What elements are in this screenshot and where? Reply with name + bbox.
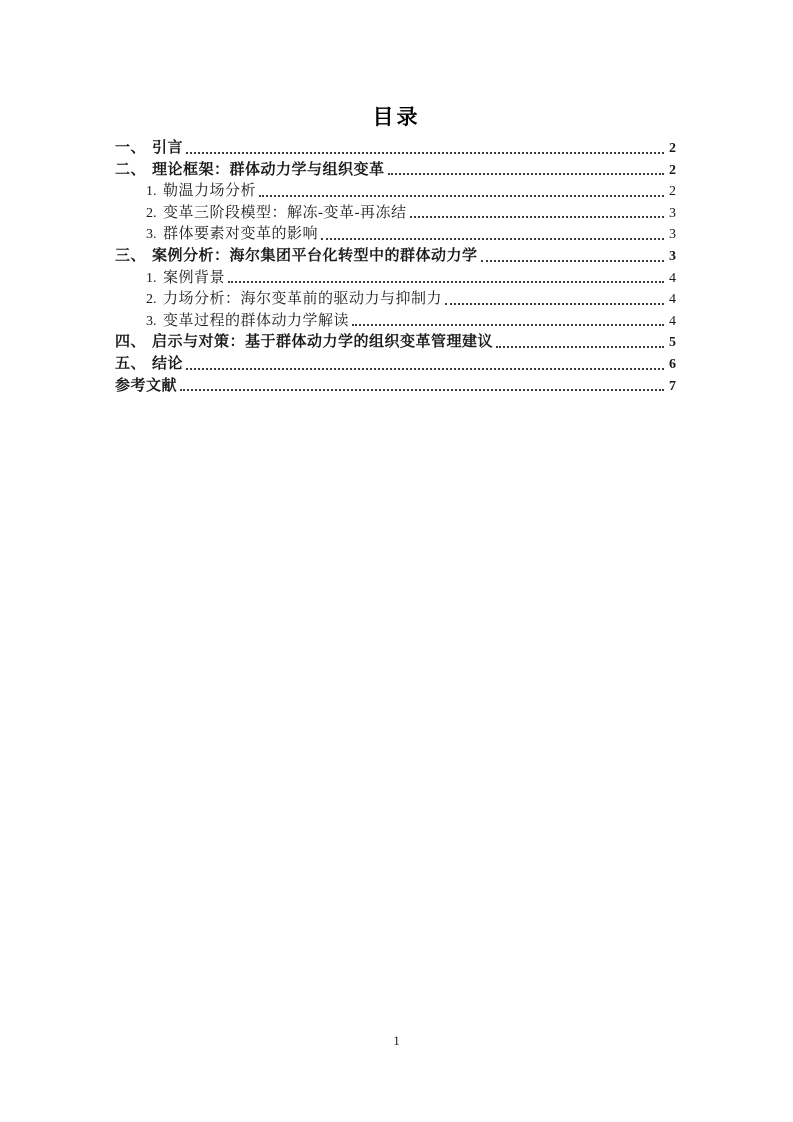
- toc-entry[interactable]: [115, 266, 676, 288]
- toc-entry[interactable]: [115, 222, 676, 244]
- toc-entry-label: 结论: [152, 355, 184, 372]
- toc-entry-label: 引言: [152, 140, 184, 156]
- toc-dot-leader: [410, 216, 665, 218]
- toc-entry-number: 五、: [115, 355, 147, 372]
- toc-dot-leader: [259, 195, 664, 197]
- toc-entry-page: 4: [669, 292, 676, 308]
- toc-entry-number: 2.: [146, 205, 157, 221]
- toc-entry-page: 4: [669, 313, 676, 329]
- toc-title: 目录: [372, 105, 421, 129]
- toc-entry[interactable]: [115, 136, 676, 158]
- toc-dot-leader: [321, 238, 664, 240]
- toc-entry-label: 群体要素对变革的影响: [163, 226, 319, 243]
- toc-entry-number: 三、: [115, 247, 147, 264]
- toc-entry-page: 2: [669, 162, 676, 178]
- toc-entry-page: 2: [669, 141, 676, 156]
- toc-entry[interactable]: [115, 244, 676, 266]
- toc-entry-page: 6: [669, 356, 676, 372]
- toc-entry-label: 案例分析：海尔集团平台化转型中的群体动力学: [152, 247, 478, 264]
- toc-entry-number: 3.: [146, 313, 157, 329]
- toc-entry-number: 2.: [146, 292, 157, 308]
- toc-entry[interactable]: [115, 158, 676, 180]
- toc-entry-number: 一、: [115, 140, 147, 156]
- toc-entry-page: 3: [669, 248, 676, 264]
- toc-dot-leader: [186, 368, 664, 370]
- toc-entry-number: 3.: [146, 227, 157, 243]
- toc-entry[interactable]: [115, 352, 676, 374]
- toc-entry-number: 1.: [146, 270, 157, 286]
- toc-entry-page: 7: [669, 378, 676, 394]
- toc-entry[interactable]: [115, 309, 676, 331]
- toc-dot-leader: [481, 260, 664, 262]
- toc-entry-label: 勒温力场分析: [163, 183, 257, 200]
- toc-entry-page: 3: [669, 227, 676, 243]
- toc-dot-leader: [496, 346, 664, 348]
- toc-entry-number: 二、: [115, 161, 147, 178]
- toc-entry-page: 3: [669, 205, 676, 221]
- toc-dot-leader: [228, 281, 664, 283]
- toc-entry-label: 变革过程的群体动力学解读: [163, 312, 350, 329]
- toc-entry-page: 4: [669, 270, 676, 286]
- toc-dot-leader: [388, 173, 664, 175]
- toc-entry-page: 2: [669, 184, 676, 200]
- toc-entry-label: 力场分析：海尔变革前的驱动力与抑制力: [163, 291, 443, 308]
- toc-entry[interactable]: [115, 287, 676, 309]
- footer-page-number: 1: [393, 1033, 400, 1048]
- toc-entry-label: 理论框架：群体动力学与组织变革: [152, 161, 385, 178]
- toc-entry-label: 变革三阶段模型：解冻-变革-再冻结: [163, 204, 407, 221]
- toc-dot-leader: [180, 389, 664, 391]
- toc-entry[interactable]: [115, 330, 676, 352]
- toc-entry[interactable]: [115, 179, 676, 201]
- toc-entry-number: 1.: [146, 184, 157, 200]
- toc-dot-leader: [186, 152, 664, 154]
- toc-entry-page: 5: [669, 335, 676, 351]
- toc-entry[interactable]: [115, 374, 676, 396]
- toc-dot-leader: [445, 303, 664, 305]
- toc-entry[interactable]: [115, 201, 676, 223]
- toc-entry-label: 参考文献: [115, 377, 178, 394]
- toc-section: [115, 136, 676, 395]
- toc-entry-label: 启示与对策：基于群体动力学的组织变革管理建议: [152, 334, 494, 351]
- toc-dot-leader: [352, 324, 664, 326]
- toc-entry-number: 四、: [115, 334, 147, 351]
- toc-entry-label: 案例背景: [163, 269, 226, 286]
